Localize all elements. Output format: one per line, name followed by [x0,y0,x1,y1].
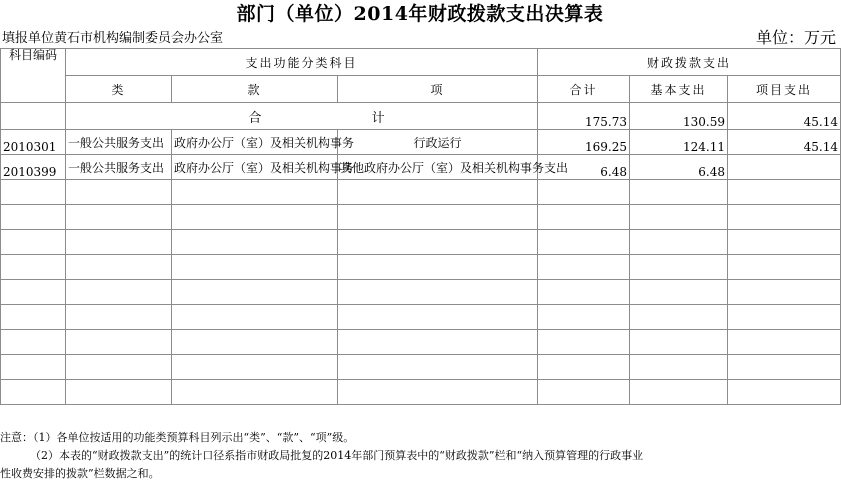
note-line-3: 性收费安排的拨款”栏数据之和。 [0,467,160,480]
note-line-1: 注意：（1）各单位按适用的功能类预算科目列示出“类”、“款”、“项”级。 [0,431,355,444]
row-project [728,155,841,180]
header-total: 合计 [538,76,630,103]
header-subject-code: 科目编码 [1,49,66,103]
empty-row [1,355,841,380]
row-code: 2010399 [1,155,66,180]
empty-row [1,180,841,205]
total-code-cell [1,103,66,130]
report-meta [0,29,840,48]
empty-row [1,280,841,305]
empty-row [1,305,841,330]
empty-row [1,230,841,255]
header-project: 项目支出 [728,76,841,103]
total-row [1,103,841,130]
table-row [1,130,841,155]
header-kuan: 款 [172,76,338,103]
note-line-2: （2）本表的“财政拨款支出”的统计口径系指市财政局批复的2014年部门预算表中的“财政拨款”栏和“纳入预算管理的行政事业 [30,449,644,462]
row-basic: 6.48 [630,155,728,180]
page-title: 部门（单位）2014年财政拨款支出决算表 [236,3,604,25]
notes [0,429,840,483]
header-xiang: 项 [338,76,538,103]
total-label-ji: 计 [371,110,385,126]
currency-unit: 单位：万元 [755,28,836,47]
row-lei: 一般公共服务支出 [66,130,172,155]
empty-row [1,330,841,355]
expenditure-table [0,48,841,405]
table-row [1,155,841,180]
filling-unit: 填报单位黄石市机构编制委员会办公室 [2,31,224,46]
header-fiscal-allocation: 财政拨款支出 [538,49,841,76]
row-project: 45.14 [728,130,841,155]
row-code: 2010301 [1,130,66,155]
row-xiang: 行政运行 [338,130,538,155]
empty-row [1,205,841,230]
row-lei: 一般公共服务支出 [66,155,172,180]
row-total: 6.48 [538,155,630,180]
row-kuan: 政府办公厅（室）及相关机构事务 [172,130,338,155]
total-sum: 175.73 [538,103,630,130]
empty-row [1,380,841,405]
row-xiang: 其他政府办公厅（室）及相关机构事务支出 [338,155,538,180]
empty-row [1,255,841,280]
total-label-cell [66,103,538,130]
total-project: 45.14 [728,103,841,130]
row-kuan: 政府办公厅（室）及相关机构事务 [172,155,338,180]
header-lei: 类 [66,76,172,103]
row-basic: 124.11 [630,130,728,155]
row-total: 169.25 [538,130,630,155]
header-row-2 [1,76,841,103]
header-function-class: 支出功能分类科目 [66,49,538,76]
total-label-he: 合 [248,110,262,126]
total-basic: 130.59 [630,103,728,130]
header-row-1 [1,49,841,76]
header-basic: 基本支出 [630,76,728,103]
